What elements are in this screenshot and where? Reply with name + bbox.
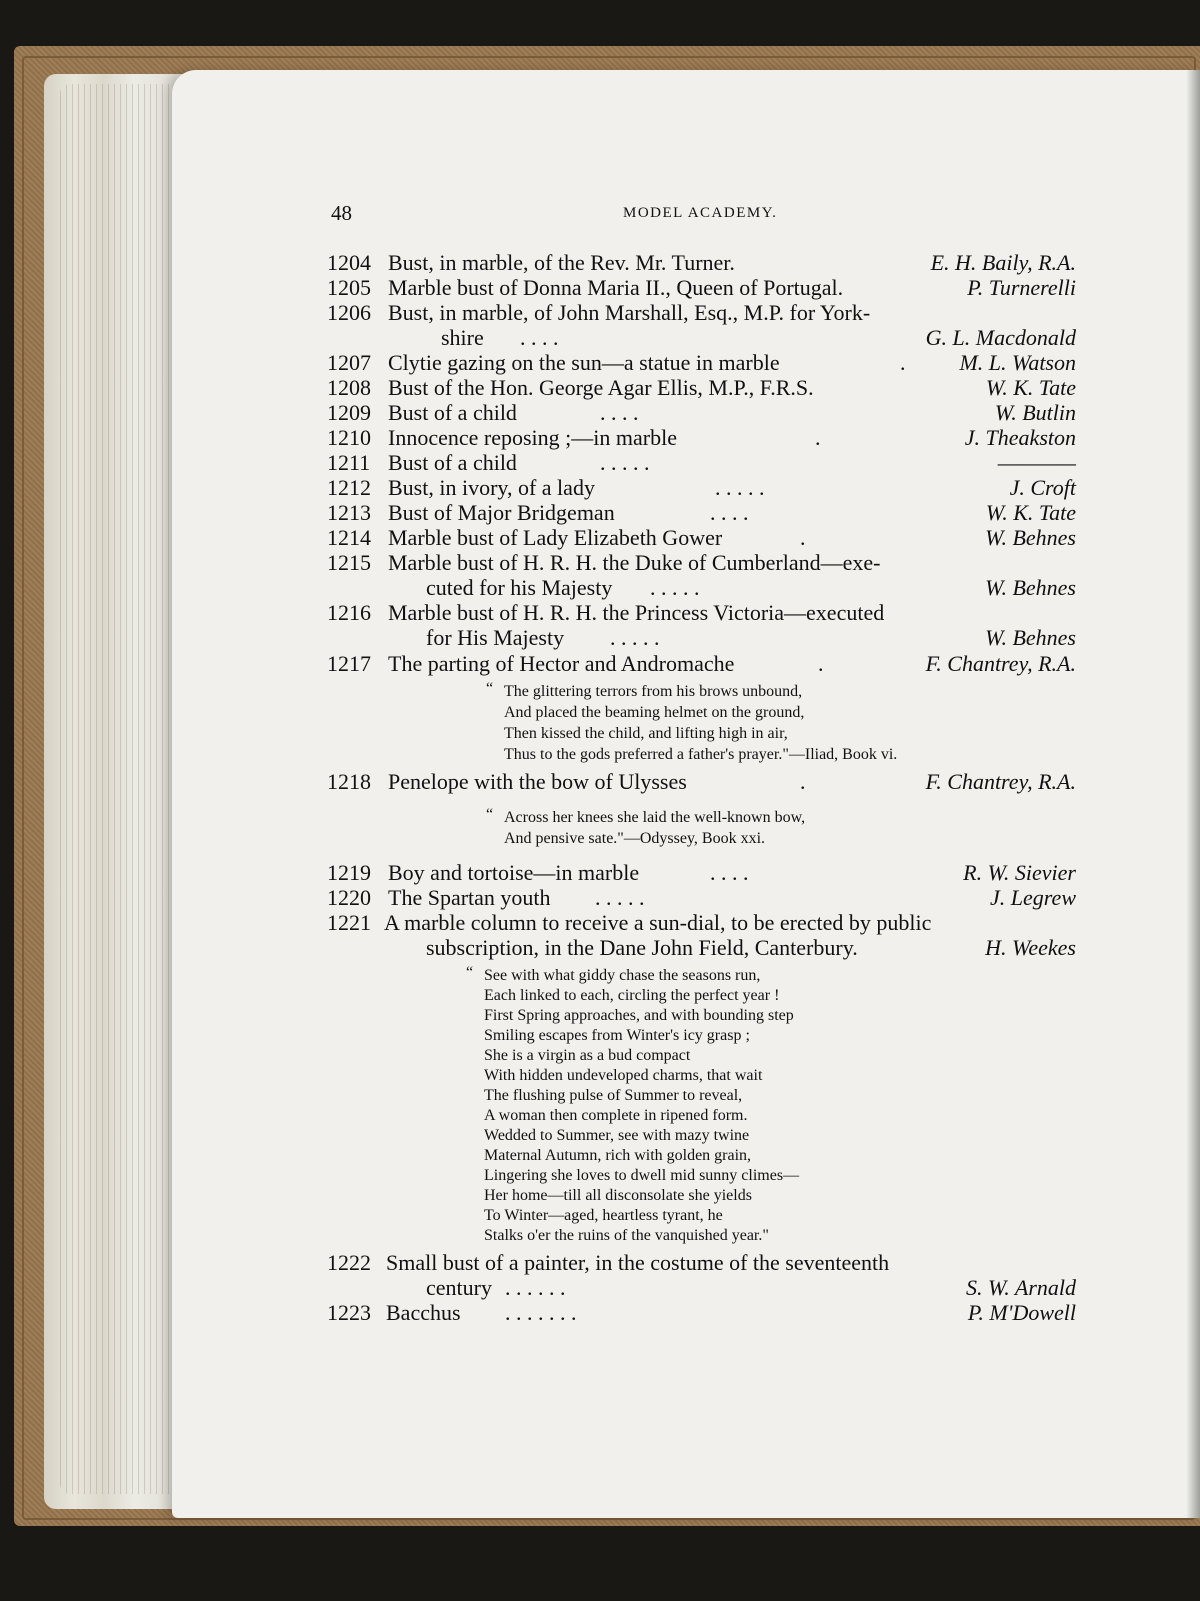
entry-number: 1207: [327, 350, 371, 375]
entry-number: 1205: [327, 275, 371, 300]
page-edge-shade: [1186, 70, 1200, 1518]
entry-number: 1212: [327, 475, 371, 500]
leader-dots: . . . .: [710, 500, 749, 525]
entry-number: 1218: [327, 769, 371, 794]
leader-dots: . . . . . . .: [505, 1300, 577, 1325]
leader-dots: . . . . . .: [505, 1275, 566, 1300]
entry-title: A marble column to receive a sun-dial, to be erected by public: [384, 910, 932, 935]
entry-number: 1223: [327, 1300, 371, 1325]
leader-dots: . . . . .: [610, 625, 660, 650]
entry-number: 1215: [327, 550, 371, 575]
quote-line: To Winter—aged, heartless tyrant, he: [484, 1207, 723, 1224]
leader-dots: .: [800, 769, 806, 794]
entry-artist: F. Chantrey, R.A.: [925, 769, 1076, 794]
entry-title-continued: for His Majesty: [426, 625, 565, 650]
entry-number: 1210: [327, 425, 371, 450]
leader-dots: . . . .: [710, 860, 749, 885]
page-edges: [60, 84, 190, 1494]
leader-dots: . . . . .: [715, 475, 765, 500]
leader-dots: .: [900, 350, 906, 375]
leader-dots: . . . . .: [600, 450, 650, 475]
entry-artist: W. K. Tate: [985, 375, 1076, 400]
entry-title: Marble bust of Lady Elizabeth Gower: [388, 525, 723, 550]
quote-open-mark: “: [486, 806, 494, 823]
entry-title: Penelope with the bow of Ulysses: [388, 769, 687, 794]
quote-line: Thus to the gods preferred a father's prayer."—Iliad, Book vi.: [504, 746, 898, 763]
entry-title: Clytie gazing on the sun—a statue in marble: [388, 350, 780, 375]
entry-artist: W. Behnes: [985, 525, 1076, 550]
entry-artist: M. L. Watson: [959, 350, 1076, 375]
entry-title: Boy and tortoise—in marble: [388, 860, 640, 885]
entry-artist: ————: [997, 450, 1076, 475]
entry-artist: W. Behnes: [985, 625, 1076, 650]
quote-line: The glittering terrors from his brows unbound,: [504, 683, 803, 700]
entry-number: 1204: [327, 250, 371, 275]
entry-number: 1216: [327, 600, 371, 625]
entry-artist: J. Croft: [1009, 475, 1076, 500]
quote-line: Wedded to Summer, see with mazy twine: [484, 1127, 750, 1144]
quote-line: A woman then complete in ripened form.: [484, 1107, 748, 1124]
entry-artist: E. H. Baily, R.A.: [930, 250, 1076, 275]
quote-line: She is a virgin as a bud compact: [484, 1047, 691, 1064]
entry-title: Marble bust of H. R. H. the Duke of Cumberland—exe-: [388, 550, 881, 575]
leader-dots: . . . .: [520, 325, 559, 350]
entry-number: 1222: [327, 1250, 371, 1275]
entry-artist: J. Theakston: [964, 425, 1076, 450]
quote-open-mark: “: [486, 680, 494, 697]
entry-artist: F. Chantrey, R.A.: [925, 651, 1076, 676]
entry-title-continued: cuted for his Majesty: [426, 575, 613, 600]
entry-title: Bust, in marble, of the Rev. Mr. Turner.: [388, 250, 735, 275]
quote-line: First Spring approaches, and with bounding step: [484, 1007, 794, 1024]
entry-title-continued: subscription, in the Dane John Field, Canterbury.: [426, 935, 858, 960]
entry-title: The parting of Hector and Andromache: [388, 651, 735, 676]
entry-title: Bust, in marble, of John Marshall, Esq., M.P. for York-: [388, 300, 871, 325]
leader-dots: .: [815, 425, 821, 450]
entry-number: 1211: [327, 450, 371, 475]
quote-line: Stalks o'er the ruins of the vanquished year.": [484, 1227, 769, 1244]
quote-line: Lingering she loves to dwell mid sunny climes—: [484, 1167, 800, 1184]
entry-number: 1214: [327, 525, 371, 550]
entry-artist: W. Butlin: [994, 400, 1076, 425]
entry-title: Bacchus: [386, 1300, 461, 1325]
entry-title: Small bust of a painter, in the costume of the seventeenth: [386, 1250, 890, 1275]
entry-title-continued: century: [426, 1275, 492, 1300]
entry-artist: P. M'Dowell: [967, 1300, 1076, 1325]
quote-line: Her home—till all disconsolate she yields: [484, 1187, 752, 1204]
entry-title: Bust of Major Bridgeman: [388, 500, 615, 525]
quote-line: And pensive sate."—Odyssey, Book xxi.: [504, 830, 766, 847]
entry-number: 1217: [327, 651, 371, 676]
quote-line: Maternal Autumn, rich with golden grain,: [484, 1147, 752, 1164]
leader-dots: . . . . .: [595, 885, 645, 910]
entry-title: Bust of a child: [388, 450, 517, 475]
entry-artist: P. Turnerelli: [967, 275, 1076, 300]
entry-artist: W. Behnes: [985, 575, 1076, 600]
page-number: 48: [331, 201, 352, 225]
entry-title: Innocence reposing ;—in marble: [388, 425, 677, 450]
entry-number: 1209: [327, 400, 371, 425]
entry-number: 1220: [327, 885, 371, 910]
quote-line: Then kissed the child, and lifting high in air,: [504, 725, 788, 742]
entry-artist: J. Legrew: [990, 885, 1076, 910]
entry-title: The Spartan youth: [388, 885, 551, 910]
entry-title: Marble bust of H. R. H. the Princess Victoria—executed: [388, 600, 885, 625]
entry-title: Bust of a child: [388, 400, 517, 425]
running-head: MODEL ACADEMY.: [623, 205, 778, 221]
entry-artist: R. W. Sievier: [963, 860, 1076, 885]
entry-artist: G. L. Macdonald: [925, 325, 1076, 350]
leader-dots: . . . . .: [650, 575, 700, 600]
entry-number: 1213: [327, 500, 371, 525]
quote-line: Smiling escapes from Winter's icy grasp ;: [484, 1027, 750, 1044]
quote-line: See with what giddy chase the seasons run,: [484, 967, 761, 984]
leader-dots: .: [800, 525, 806, 550]
entry-title: Bust of the Hon. George Agar Ellis, M.P., F.R.S.: [388, 375, 814, 400]
leader-dots: . . . .: [600, 400, 639, 425]
entry-artist: W. K. Tate: [985, 500, 1076, 525]
entry-number: 1208: [327, 375, 371, 400]
quote-line: The flushing pulse of Summer to reveal,: [484, 1087, 743, 1104]
entry-title-continued: shire: [441, 325, 484, 350]
quote-line: Each linked to each, circling the perfect year !: [484, 987, 780, 1004]
entry-title: Bust, in ivory, of a lady: [388, 475, 595, 500]
entry-number: 1219: [327, 860, 371, 885]
leader-dots: .: [818, 651, 824, 676]
entry-artist: H. Weekes: [985, 935, 1076, 960]
quote-line: Across her knees she laid the well-known bow,: [504, 809, 806, 826]
entry-number: 1221: [327, 910, 371, 935]
quote-open-mark: “: [466, 964, 474, 981]
entry-artist: S. W. Arnald: [965, 1275, 1076, 1300]
quote-line: With hidden undeveloped charms, that wait: [484, 1067, 763, 1084]
entry-title: Marble bust of Donna Maria II., Queen of Portugal.: [388, 275, 844, 300]
entry-number: 1206: [327, 300, 371, 325]
quote-line: And placed the beaming helmet on the ground,: [504, 704, 805, 721]
